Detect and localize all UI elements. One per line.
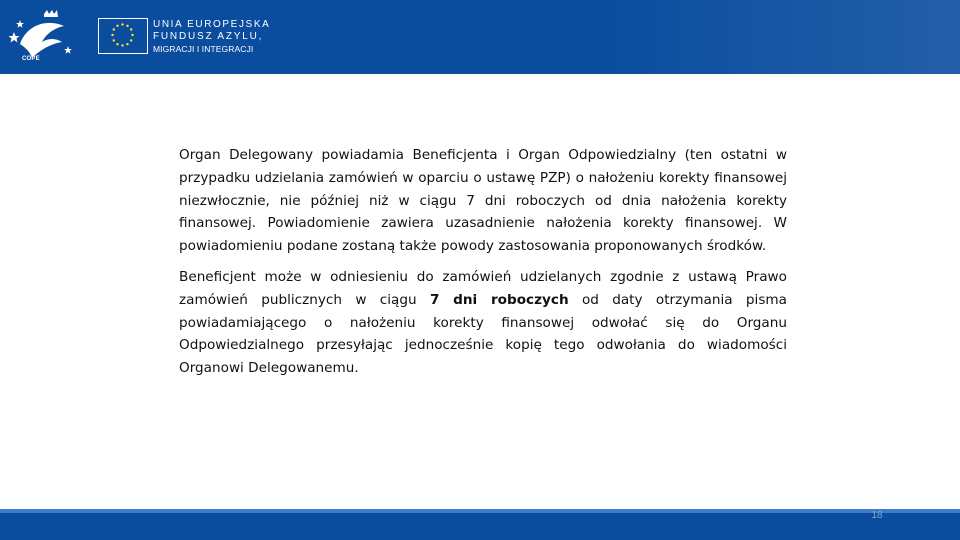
cope-label: COPE [22,56,40,62]
paragraph-appeal-text-end: od daty otrzymania pisma powiadamiającego o nałożeniu korekty finansowej odwołać się do Organu Odpowiedzialnego przesyłając jednocześnie kopię tego odwołania do wiadomości Organowi Delegowanemu. [179,291,787,377]
eu-line-migration: MIGRACJI I INTEGRACJI [153,44,254,54]
footer-bar [0,509,960,540]
paragraph-appeal-deadline: 7 dni roboczych [429,291,569,308]
eu-flag-icon [98,18,148,54]
paragraph-notification: Organ Delegowany powiadamia Beneficjenta i Organ Odpowiedzialny (ten ostatni w przypadku udzielania zamówień w oparciu o ustawę PZP) o nałożeniu korekty finansowej niezwłocznie, nie później niż w ciągu 7 dni roboczych od dnia nałożenia korekty finansowej. Powiadomienie zawiera uzasadnienie nałożenia korekty finansowej. W powiadomieniu podane zostaną także powody zastosowania proponowanych środków. [179,147,787,255]
page-number: 18 [871,510,883,521]
paragraph-appeal-text-start: Beneficjent może w odniesieniu do zamówień udzielanych zgodnie z ustawą Prawo zamówień publicznych w ciągu [179,268,787,308]
header-gradient [600,0,960,74]
eu-line-union: UNIA EUROPEJSKA [153,19,271,30]
slide-body [179,144,787,388]
eu-line-fund: FUNDUSZ AZYLU, [153,31,264,42]
paragraph-appeal [179,266,787,380]
cope-eagle-icon [6,6,76,68]
eu-fund-label [153,19,270,55]
header-bar [0,0,960,74]
cope-logo [6,6,76,68]
footer-highlight [0,509,960,513]
